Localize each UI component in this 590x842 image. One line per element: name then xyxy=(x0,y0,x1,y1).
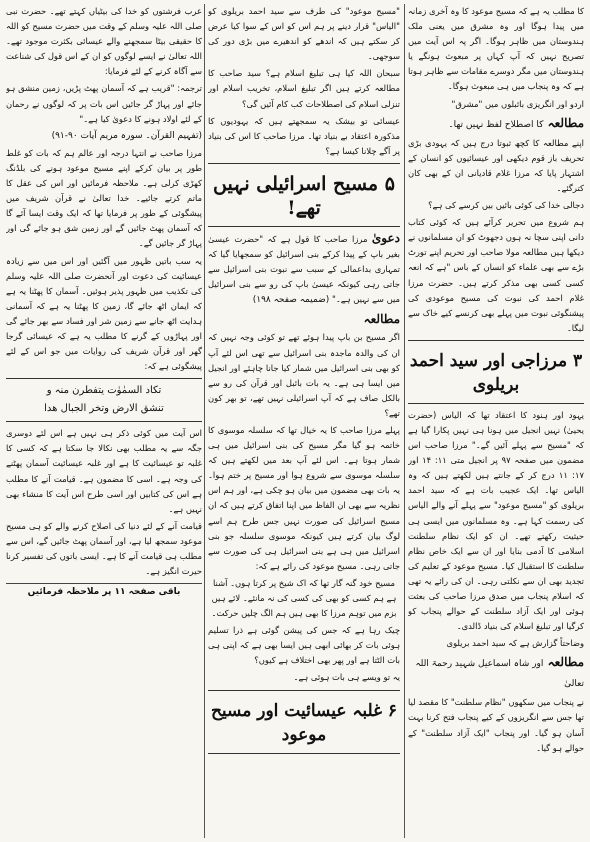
mutalea-label: مطالعہ xyxy=(547,655,584,670)
reference: (تفہیم القرآن۔ سورہ مریم آیات ۹۰-۹۱) xyxy=(51,130,202,141)
reference: (ضمیمہ صفحہ ۱۹۸) xyxy=(252,295,330,306)
quote: مسیح خود گنہ گار تھا کہ اک شیخ پر کرتا ہوں۔ آشنا ہے ہم کسی کو بھی کی کسی کی نہ مانئے۔ لائے ہیں بزم میں توہم مرزا کا بھی ہیں ہم الگ چلیں حرکت۔ xyxy=(211,577,397,619)
section-title: مسیح اسرائیلی نہیں تھے! xyxy=(213,172,379,219)
mutalea-subtext: اور شاہ اسماعیل شہید رحمۃ اللہ تعالیٰ xyxy=(415,659,584,690)
paragraph: مرزا صاحب نے انتہا درجہ اور عالم ہم کہ بات کو غلط طور پر بیان کرکے اپنے مسیح موعود ہونے کی بلڈنگ کھڑی کرلی ہے۔ ملاحظہ فرمائیں اور اس کی عقل کا ماتم کرتے جائیے۔ خدا تعالیٰ نے قرآن شریف میں پیشگوئی کے طور پر فرمایا تھا کہ ایک وقت ایسا آئے گا کہ آسمان پھٹ جائیں گے اور زمین شق ہو جائے گی اور پہاڑ گر جائیں گے۔ xyxy=(6,147,202,249)
column-right xyxy=(408,4,584,838)
section-number: ۳ xyxy=(573,350,583,371)
column-middle xyxy=(208,4,400,838)
mutalea-label: مطالعہ xyxy=(547,115,584,130)
paragraph: عرب فرشتوں کو خدا کی بیٹیاں کہتے تھے۔ حضرت نبی صلی اللہ علیہ وسلم کے وقت میں حضرت مسیح کو اللہ کا حقیقی بیٹا سمجھنے والے عیسائی بکثرت موجود تھے۔ اللہ تعالیٰ نے ایسے لوگوں کو ان کے اس قول کی شناعت سے آگاہ کرنے کے لئے فرمایا: xyxy=(6,6,202,77)
arabic-line: تکاد السمٰوٰت یتفطرن منہ و xyxy=(46,385,162,397)
column-divider-left xyxy=(204,4,205,838)
mutalea-heading xyxy=(408,653,584,693)
paragraph: عیسائی تو بیشک یہ سمجھتے ہیں کہ یہودیوں کا مذکورہ اعتقاد بے بنیاد تھا۔ مرزا صاحب کا اس کی بنیاد پر آگے چلانا کیسا ہے؟ xyxy=(208,115,400,156)
paragraph: ترجمہ: "قریب ہے کہ آسمان پھٹ پڑیں، زمین منشق ہو جائے اور پہاڑ گر جائیں اس بات پر کہ لوگوں نے رحمان کے لئے اولاد ہونے کا دعویٰ کیا ہے۔" xyxy=(6,83,202,124)
paragraph: نے پنجاب میں سکھوں "نظام سلطنت" کا مقصد لیا تھا جس سے انگریزوں کے کیے پنجاب فتح کرنا بہت آسان ہو گیا۔ اور پنجاب "ایک آزاد سلطنت" کے حوالے ہو گیا۔ xyxy=(408,697,584,753)
paragraph: یہ تو ویسے ہی بات ہوئی ہے۔ xyxy=(293,672,400,683)
paragraph: دجالی خدا کی کوئی بائیں بیں کرسے کی ہے؟ xyxy=(428,200,584,211)
section-title: مرزاجی اور سید احمد بریلوی xyxy=(409,350,568,395)
arabic-verse xyxy=(6,378,202,422)
section-heading-4 xyxy=(408,340,584,404)
column-divider-right xyxy=(404,4,405,838)
paragraph: اس آیت میں کوئی ذکر ہی نہیں ہے اس لئے دوسری جگہ سے یہ مطلب بھی نکالا جا سکتا ہے کہ کسی کا غلبہ تو عیسائیت کا ہے اور غلبہ عیسائیت آسمان پھٹنے کی وجہ ہے۔ اسی کا مضمون ہے۔ قیامت آنے کا مطلب ہے اس کی کتابیں اور اسی طرح اس آیت کا منشاء بھی نہیں ہے۔ xyxy=(6,428,202,514)
section-heading-6 xyxy=(208,690,400,754)
paragraph: اپنے مطالعہ کا کچھ ثبوتا درج ہیں کہ یہودی بڑی تحریف باز قوم دیکھی اور عیسائیوں کو انسان کے اشتہار پایا کہ مرزا غلام قادیانی ان کے بھی کان کترگئے۔ xyxy=(408,137,584,193)
paragraph: اگر مسیح بن باپ پیدا ہوئے تھے تو کوئی وجہ نہیں کہ ان کی والدہ ماجدہ بنی اسرائیل سے تھی اس لئے آپ کو بھی بنی اسرائیل میں شمار کیا جانا چاہئے اور انجیل میں ایسا ہی ہے۔ یہ بات بائبل اور قرآن کی رو سے بالکل صاف ہے کہ آپ اسرائیلی نہیں تھے، تو بھر کون تھے؟ xyxy=(208,332,400,418)
paragraph: ہم شروع میں تحریر کرآئے ہیں کہ کوئی کتاب دانی اپنی سچا نہ ہوں دجھوٹ کو ان مسلمانوں نے دیکھا ہیں مطالعہ مولا صاحب اور تحریم اپنے تورٹ بڑے سے بھی علماء کو انسان کے باس "ہے کہ انعہ کسی کسی بھی مذکر کرتے ہیں۔ حضرت مرزا غلام احمد کی نبوت کی مسیح موعودی کی پیشنگوئی نبوت میں پہلے بھی کرنسے کیے خاک سے لیگا۔ xyxy=(408,217,584,333)
paragraph-text: مرزا صاحب کا قول ہے کہ "حضرت عیسیٰ بغیر باپ کے پیدا کرکے بنی اسرائیل کو سمجھایا گیا کہ تمہاری بداعمالی کے سبب سے نبوت بنی اسرائیل سے جاتی رہی کیونکہ عیسیٰ باپ کی رو سے بنی اسرائیل میں سے نہیں ہے۔" xyxy=(208,233,400,305)
mutalea-label: مطالعہ xyxy=(363,312,400,327)
section-heading-5 xyxy=(208,163,400,227)
arabic-line: تنشق الارض وتخر الجبال ھدا xyxy=(44,403,164,415)
paragraph: سبحان اللہ کیا ہی تبلیغ اسلام ہے؟ سید صاحب کا مطالعہ کرتے ہیں اگر تبلیغ اسلام، تخریب اسلام اور تنزلی اسلام کی اصطلاحات کب کام آئیں گی؟ xyxy=(208,68,400,109)
paragraph: وضاحتاً گزارش ہے کہ سید احمد بریلوی xyxy=(446,638,584,649)
paragraph: اردو اور انگریزی بائبلوں میں "مشرق" xyxy=(451,98,584,109)
mutalea-heading xyxy=(408,114,584,134)
mutalea-heading xyxy=(208,310,400,328)
paragraph: قیامت آنے کے لئے دنیا کی اصلاح کرنے والے کو ہی مسیح موعود سمجھ لیا ہے، اور آسمان پھٹ جائیں گے، اس سے مطلب ہی قیامت آنے کا ہے۔ ایسی باتوں کی تفسیر کرنا حیرت انگیز ہے۔ xyxy=(6,520,202,577)
paragraph: چیک رہا ہے کہ جس کی پیشن گوئی ہے ذرا تسلیم ہوئی بات کر بھائی ابھی ہیں ایسا بھی ہے کہ اپنی ہی بات الٹتا ہے اور پھر بھی اختلاف ہے کیوں؟ xyxy=(208,625,400,666)
paragraph: "مسیح موعود" کی طرف سے سید احمد بریلوی کو "الیاس" قرار دینے پر ہم اس کو اس کے سوا کیا عرض کر سکتے ہیں کہ اندھے کو اندھیرے میں بڑی دور کی سوجھی۔ xyxy=(208,6,400,62)
paragraph: یہود اور ہنود کا اعتقاد تھا کہ الیاس (حضرت یحییٰ) نہیں انجیل میں ہونا ہی نہیں پکارا گیا ہے کہ "مسیح سے پہلے آئیں گے۔" مرزا صاحب اس مضمون میں صفحہ ۹۷ پر انجیل متی ۱۱: ۱۴ اور ۱۷: ۱۱ درج کر کے جانتے ہیں لکھتے ہیں کہ وہ الیاس تھا۔ ایک عجیب بات ہے کہ سید احمد بریلوی کو "مسیح موعود" سے پہلے آنے والے الیاس کی رسمت کہا ہے۔ وہ مسلمانوں میں ایسی ہی حیثیت رکھتے تھے۔ ان کو ایک نظام سلطنت اسلامی کا آدمی بنایا اور ان سے ایک خاص نظام سلطنت کا استقبال کیا۔ مسیح موعود کے تعلیم کی تجدید بھی ان سے نکلتی رہی۔ ان کی رائے یہ تھی کہ اسلام پنجاب میں صدق مرزا صاحب کی بعثت ہوئی اور ایک آزاد سلطنت کے حوالے پنجاب کو کرگیا اور تبلیغ اسلام کی بنیاد ڈالدی۔ xyxy=(408,409,584,632)
paragraph: یہ سب باتیں ظہور میں آگئیں اور اس میں سے زیادہ عیسائیت کی دعوت اور آنحضرت صلی اللہ علیہ وسلم کی تکذیب میں ظہور پذیر ہوئیں۔ آسمان کا پھٹنا یہ ہے کہ ایمان اٹھ جائے گا، زمین کا پھٹنا یہ ہے کہ آسمانی ہدایت اٹھ جانے سے زمین شر اور فساد سے بھر جائے گی اور پہاڑوں کے گرنے کا مطلب یہ ہے کہ عیسائی گرجا گھر اور قرآن شریف کی روایات میں جو اس کے لئے پیشگوئی ہے کہ: xyxy=(6,255,202,372)
mutalea-subtext: کا اصطلاح لفظ نہیں تھا۔ xyxy=(448,119,544,130)
paragraph xyxy=(208,231,400,308)
section-title: غلبہ عیسائیت اور مسیح موعود xyxy=(210,700,382,745)
section-number: ۶ xyxy=(387,700,398,721)
dawa-label: دعویٰ xyxy=(371,230,400,245)
paragraph: پہلے مرزا صاحب کا یہ خیال تھا کہ سلسلہ موسوی کا خاتمہ ہو گیا مگر مسیح کی بنی اسرائیل میں ہی شمار ہوتا ہے۔ اس لئے آپ بعد میں لکھتے ہیں کہ سلسلہ موسوی سے شروع ہوا اور مسیح پر ختم ہوا۔ یہ بات بھی مضمون میں بیان ہو چکی ہے، اور ہم اس نظریہ سے بھی ان الفاظ میں اپنا اتفاق کرتے ہیں کہ ان مسیح اسرائیل کی صورت نہیں جس طرح ہم اسے لوگ بیان کرتے ہیں کیونکہ موسوی سلسلہ جو بنی اسرائیل میں ہی ہے بنی اسرائیل ہی کی صورت سے جاتی رہی۔ مسیح موعود کی رائے ہے کہ: xyxy=(208,424,400,571)
paragraph: کا مطلب یہ ہے کہ مسیح موعود کا وہ آخری زمانہ میں پیدا ہوگا اور وہ مشرق میں یعنی ملک ہندوستان میں ظاہر ہوگا۔ اگر پہ اس آیت میں تصریح نہیں کہ آپ کہاں پر مبعوث ہونگے یا ہندوستان میں مگر دوسرے مقامات سے ظاہر ہوتا ہے کہ وہ پنجاب میں ہی مبعوث ہوگا۔ xyxy=(408,6,584,92)
column-left xyxy=(6,4,202,838)
continued-footer: باقی صفحہ ۱۱ پر ملاحظہ فرمائیں xyxy=(6,583,202,597)
section-number: ۵ xyxy=(384,172,395,195)
